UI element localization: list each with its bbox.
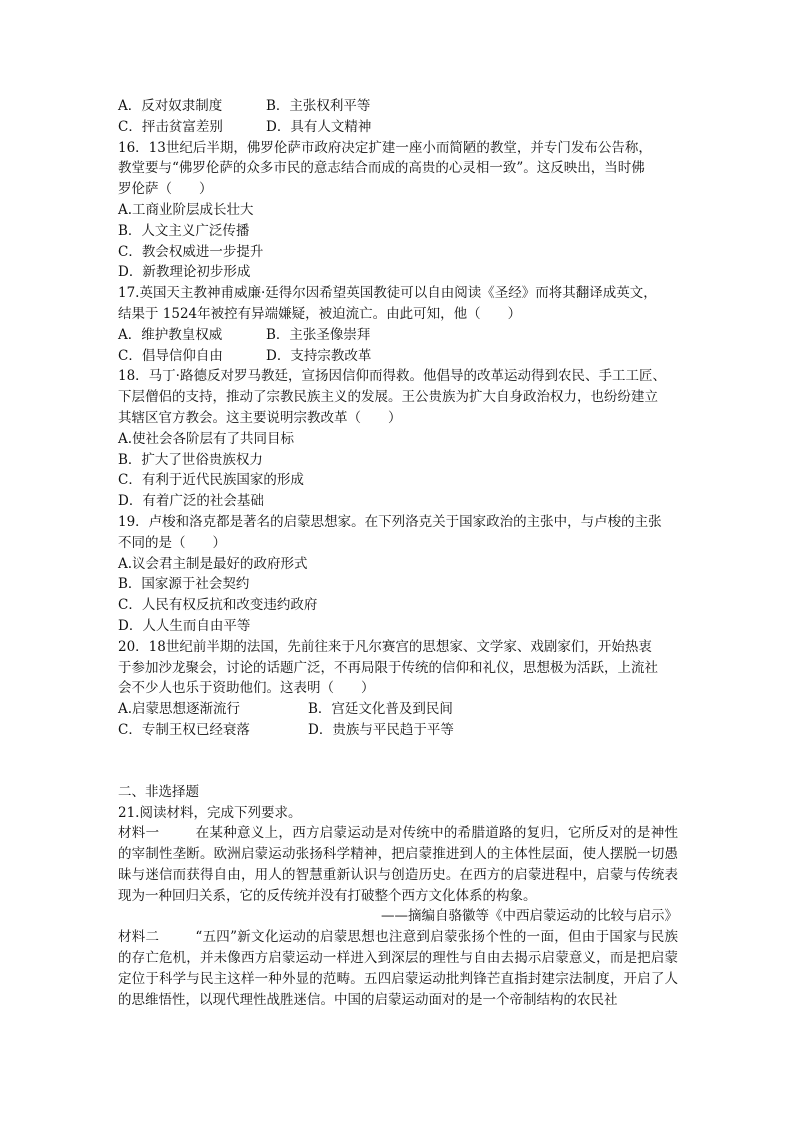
material-1 bbox=[118, 823, 678, 906]
q16-stem-line2: 教堂要与“佛罗伦萨的众多市民的意志结合而成的高贵的心灵相一致”。这反映出，当时佛 bbox=[118, 160, 645, 177]
q17-stem-line2: 结果于 1524年被控有异端嫌疑，被迫流亡。由此可知，他（ ） bbox=[118, 305, 522, 322]
section-spacer bbox=[118, 741, 678, 782]
material-1-label: 材料一 bbox=[118, 825, 160, 842]
q15-options-row1 bbox=[118, 96, 678, 117]
q18-option-b: B．扩大了世俗贵族权力 bbox=[118, 451, 263, 468]
q17-stem-line1: 17.英国天主教神甫威廉·廷得尔因希望英国教徒可以自由阅读《圣经》而将其翻译成英文， bbox=[118, 285, 657, 302]
material-2 bbox=[118, 927, 678, 1010]
q20-stem-line2: 于参加沙龙聚会，讨论的话题广泛，不再局限于传统的信仰和礼仪，思想极为活跃，上流社 bbox=[118, 659, 658, 676]
q15-option-c: C．抨击贫富差别 bbox=[118, 118, 223, 135]
q17-option-b: B．主张圣像崇拜 bbox=[266, 326, 371, 343]
q15-option-d: D．具有人文精神 bbox=[266, 118, 372, 135]
q18-stem-line1: 18．马丁·路德反对罗马教廷，宣扬因信仰而得救。他倡导的改革运动得到农民、手工工匠、 bbox=[118, 368, 666, 385]
q17-option-d: D．支持宗教改革 bbox=[266, 347, 372, 364]
q19-option-d: D．人人生而自由平等 bbox=[118, 617, 251, 634]
q20-option-c: C．专制王权已经衰落 bbox=[118, 721, 250, 738]
material-2-label: 材料二 bbox=[118, 929, 160, 946]
q18-option-c: C．有利于近代民族国家的形成 bbox=[118, 472, 304, 489]
q17-options-row1 bbox=[118, 325, 678, 346]
q20-stem-line3: 会不少人也乐于资助他们。这表明（ ） bbox=[118, 680, 375, 697]
material-1-text: 在某种意义上，西方启蒙运动是对传统中的希腊道路的复归，它所反对的是神性的宰制性垄断。欧洲启蒙运动张扬科学精神，把启蒙推进到人的主体性层面，使人摆脱一切愚昧与迷信而获得自由，用人的智慧重新认识与创造历史。在西方的启蒙进程中，启蒙与传统表现为一种回归关系，它的反传统并没有打破整个西方文化体系的构象。 bbox=[118, 825, 679, 904]
q15-option-b: B．主张权利平等 bbox=[266, 98, 371, 114]
q16-option-a: A.工商业阶层成长壮大 bbox=[118, 201, 254, 218]
q18-stem-line3: 其辖区官方教会。这主要说明宗教改革（ ） bbox=[118, 409, 402, 426]
q17-option-c: C．倡导信仰自由 bbox=[118, 347, 223, 364]
material-1-source: ——摘编自骆徽等《中西启蒙运动的比较与启示》 bbox=[381, 908, 678, 925]
q18-option-d: D．有着广泛的社会基础 bbox=[118, 493, 264, 510]
q20-options-row2 bbox=[118, 720, 678, 741]
q21-stem: 21.阅读材料，完成下列要求。 bbox=[118, 804, 302, 821]
exam-page bbox=[118, 96, 678, 1010]
q16-stem-line1: 16．13世纪后半期，佛罗伦萨市政府决定扩建一座小而简陋的教堂，并专门发布公告称， bbox=[118, 139, 652, 156]
q16-option-b: B．人文主义广泛传播 bbox=[118, 222, 250, 239]
q20-option-d: D．贵族与平民趋于平等 bbox=[308, 721, 454, 738]
q15-option-a: A．反对奴隶制度 bbox=[118, 98, 223, 114]
q19-option-a: A.议会君主制是最好的政府形式 bbox=[118, 555, 308, 572]
q20-stem-line1: 20．18世纪前半期的法国，先前往来于凡尔赛宫的思想家、文学家、戏剧家们，开始热衷 bbox=[118, 638, 652, 655]
q16-option-d: D．新教理论初步形成 bbox=[118, 264, 251, 281]
q19-option-c: C．人民有权反抗和改变违约政府 bbox=[118, 597, 318, 614]
q18-stem-line2: 下层僧侣的支持，推动了宗教民族主义的发展。王公贵族为扩大自身政治权力，也纷纷建立 bbox=[118, 389, 658, 406]
section-heading: 二、非选择题 bbox=[118, 783, 199, 800]
q16-stem-line3: 罗伦萨（ ） bbox=[118, 181, 213, 198]
q17-option-a: A．维护教皇权威 bbox=[118, 326, 223, 343]
q20-options-row1 bbox=[118, 699, 678, 720]
q19-stem-line1: 19．卢梭和洛克都是著名的启蒙思想家。在下列洛克关于国家政治的主张中，与卢梭的主张 bbox=[118, 513, 662, 530]
q19-stem-line2: 不同的是（ ） bbox=[118, 534, 226, 551]
q20-option-a: A.启蒙思想逐渐流行 bbox=[118, 701, 241, 718]
q19-option-b: B．国家源于社会契约 bbox=[118, 576, 250, 593]
q20-option-b: B．宫廷文化普及到民间 bbox=[308, 701, 453, 718]
material-2-text: “五四”新文化运动的启蒙思想也注意到启蒙张扬个性的一面，但由于国家与民族的存亡危机，并未像西方启蒙运动一样进入到深层的理性与自由去揭示启蒙意义，而是把启蒙定位于科学与民主这样一种外显的范畴。五四启蒙运动批判锋芒直指封建宗法制度，开启了人的思维悟性，以现代理性战胜迷信。中国的启蒙运动面对的是一个帝制结构的农民社 bbox=[118, 929, 678, 1008]
q16-option-c: C．教会权威进一步提升 bbox=[118, 243, 264, 260]
q17-options-row2 bbox=[118, 346, 678, 367]
q15-options-row2 bbox=[118, 117, 678, 138]
q18-option-a: A.使社会各阶层有了共同目标 bbox=[118, 430, 295, 447]
